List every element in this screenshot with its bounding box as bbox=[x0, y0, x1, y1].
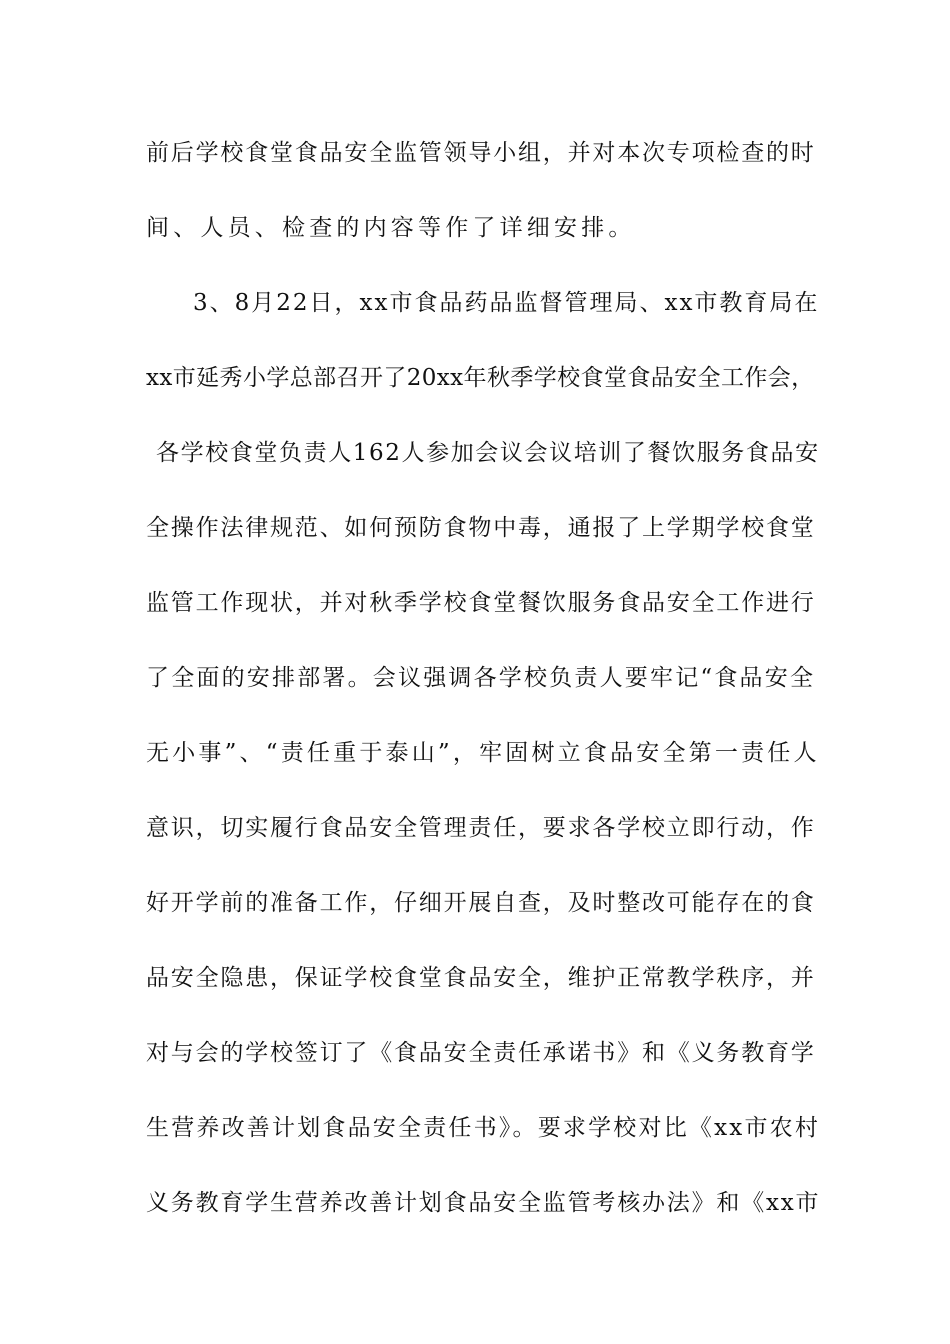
text-line-5: 各学校食堂负责人162人参加会议会议培训了餐饮服务食品安 bbox=[156, 440, 820, 466]
text-line-6: 全操作法律规范、如何预防食物中毒，通报了上学期学校食堂 bbox=[146, 515, 816, 541]
text-line-14: 生营养改善计划食品安全责任书》。要求学校对比《xx市农村 bbox=[146, 1115, 821, 1141]
text-line-8: 了全面的安排部署。会议强调各学校负责人要牢记“食品安全 bbox=[146, 665, 816, 691]
text-line-4: xx市延秀小学总部召开了20xx年秋季学校食堂食品安全工作会， bbox=[146, 365, 815, 391]
text-line-7: 监管工作现状，并对秋季学校食堂餐饮服务食品安全工作进行 bbox=[146, 590, 816, 616]
text-line-9: 无小事”、“责任重于泰山”，牢固树立食品安全第一责任人 bbox=[146, 740, 820, 766]
text-line-10: 意识，切实履行食品安全管理责任，要求各学校立即行动，作 bbox=[146, 815, 816, 841]
text-line-15: 义务教育学生营养改善计划食品安全监管考核办法》和《xx市 bbox=[146, 1190, 821, 1216]
text-line-13: 对与会的学校签订了《食品安全责任承诺书》和《义务教育学 bbox=[146, 1040, 816, 1066]
text-line-2: 间、人员、检查的内容等作了详细安排。 bbox=[146, 215, 636, 241]
text-line-11: 好开学前的准备工作，仔细开展自查，及时整改可能存在的食 bbox=[146, 890, 816, 916]
text-line-12: 品安全隐患，保证学校食堂食品安全，维护正常教学秩序，并 bbox=[146, 965, 816, 991]
text-line-1: 前后学校食堂食品安全监管领导小组，并对本次专项检查的时 bbox=[146, 140, 816, 166]
text-line-3: 3、8月22日，xx市食品药品监督管理局、xx市教育局在 bbox=[193, 290, 820, 316]
